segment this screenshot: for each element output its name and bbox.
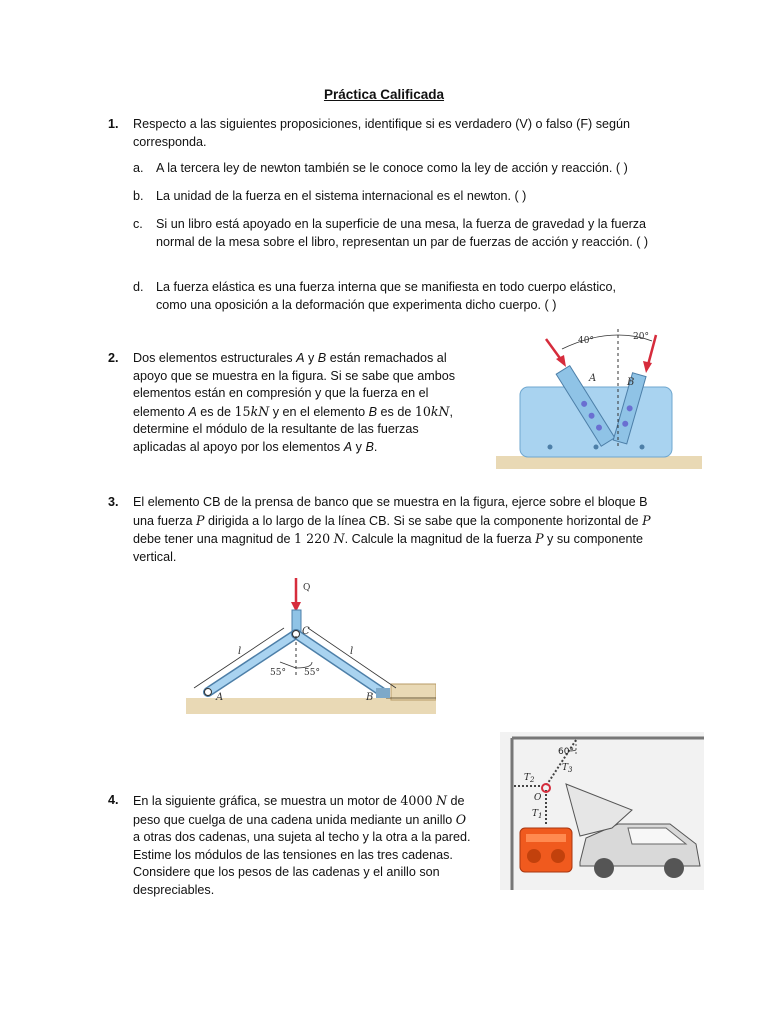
q1-item-a-letter: a.	[133, 161, 144, 175]
angle-right-label: 55°	[304, 668, 320, 678]
label-t3: $T_3$	[562, 763, 573, 774]
q1-item-c: Si un libro está apoyado en la superficie de una mesa, la fuerza de gravedad y la fuerza normal de la mesa sobre el libro, representan un par de fuerzas de acción y reacción. ( )	[156, 217, 649, 249]
q2-figure	[496, 327, 702, 469]
q1-item-b: La unidad de la fuerza en el sistema internacional es el newton. ( )	[156, 189, 527, 203]
label-b: B	[627, 377, 635, 388]
angle-20-label: 20°	[633, 332, 649, 342]
q4-text: En la siguiente gráfica, se muestra un motor de 4000 N de peso que cuelga de una cadena unida mediante un anillo O a otras dos cadenas, una sujeta al techo y la otra a la pared. Estime los módulos de las tensiones en las tres cadenas. Considere que los pesos de las cadenas y el anillo son despreciables.	[133, 793, 471, 897]
label-t1: $T_1$	[532, 809, 543, 820]
angle-40-label: 40°	[578, 336, 594, 346]
q4-number: 4.	[108, 793, 119, 807]
angle-left-label: 55°	[270, 668, 286, 678]
q2-text: Dos elementos estructurales A y B están remachados al apoyo que se muestra en la figura. Si se sabe que ambos elementos están en compresión y que la fuerza en el elemento A es de 15kN y en el elemento B es de 10kN, determine el módulo de la resultante de las fuerzas aplicadas al apoyo por los elementos A y B.	[133, 351, 456, 454]
page-title: Práctica Calificada	[323, 87, 445, 102]
engine-illustration	[520, 828, 572, 872]
q3-number: 3.	[108, 495, 119, 509]
label-o: O	[534, 793, 542, 803]
q1-text: Respecto a las siguientes proposiciones, identifique si es verdadero (V) o falso (F) según corresponda.	[133, 117, 631, 149]
label-b: B	[366, 692, 374, 703]
label-l-right: l	[350, 646, 354, 657]
q1-item-d-letter: d.	[133, 280, 144, 294]
q3-text: El elemento CB de la prensa de banco que se muestra en la figura, ejerce sobre el bloque B una fuerza P dirigida a lo largo de la línea CB. Si se sabe que la componente horizontal de P debe tener una magnitud de 1 220 N. Calcule la magnitud de la fuerza P y su componente vertical.	[133, 495, 651, 564]
member-cb	[296, 634, 382, 692]
label-c: C	[302, 626, 310, 637]
q3-figure	[186, 576, 436, 714]
q1-item-a: A la tercera ley de newton también se le conoce como la ley de acción y reacción. ( )	[156, 161, 628, 175]
q1-item-c-letter: c.	[133, 217, 143, 231]
force-b-arrow	[648, 335, 656, 365]
label-t2: $T_2$	[524, 773, 535, 784]
q4-figure	[500, 732, 704, 890]
angle-60-label: 60°	[558, 747, 574, 757]
label-a: A	[216, 692, 224, 703]
label-l-left: l	[238, 646, 242, 657]
q1-number: 1.	[108, 117, 119, 131]
label-a: A	[589, 373, 597, 384]
ground	[496, 456, 702, 469]
q1-item-d: La fuerza elástica es una fuerza interna que se manifiesta en todo cuerpo elástico, como una oposición a la deformación que experimenta dicho cuerpo. ( )	[156, 280, 616, 312]
label-q: Q	[303, 583, 311, 593]
q2-number: 2.	[108, 351, 119, 365]
q1-item-b-letter: b.	[133, 189, 144, 203]
